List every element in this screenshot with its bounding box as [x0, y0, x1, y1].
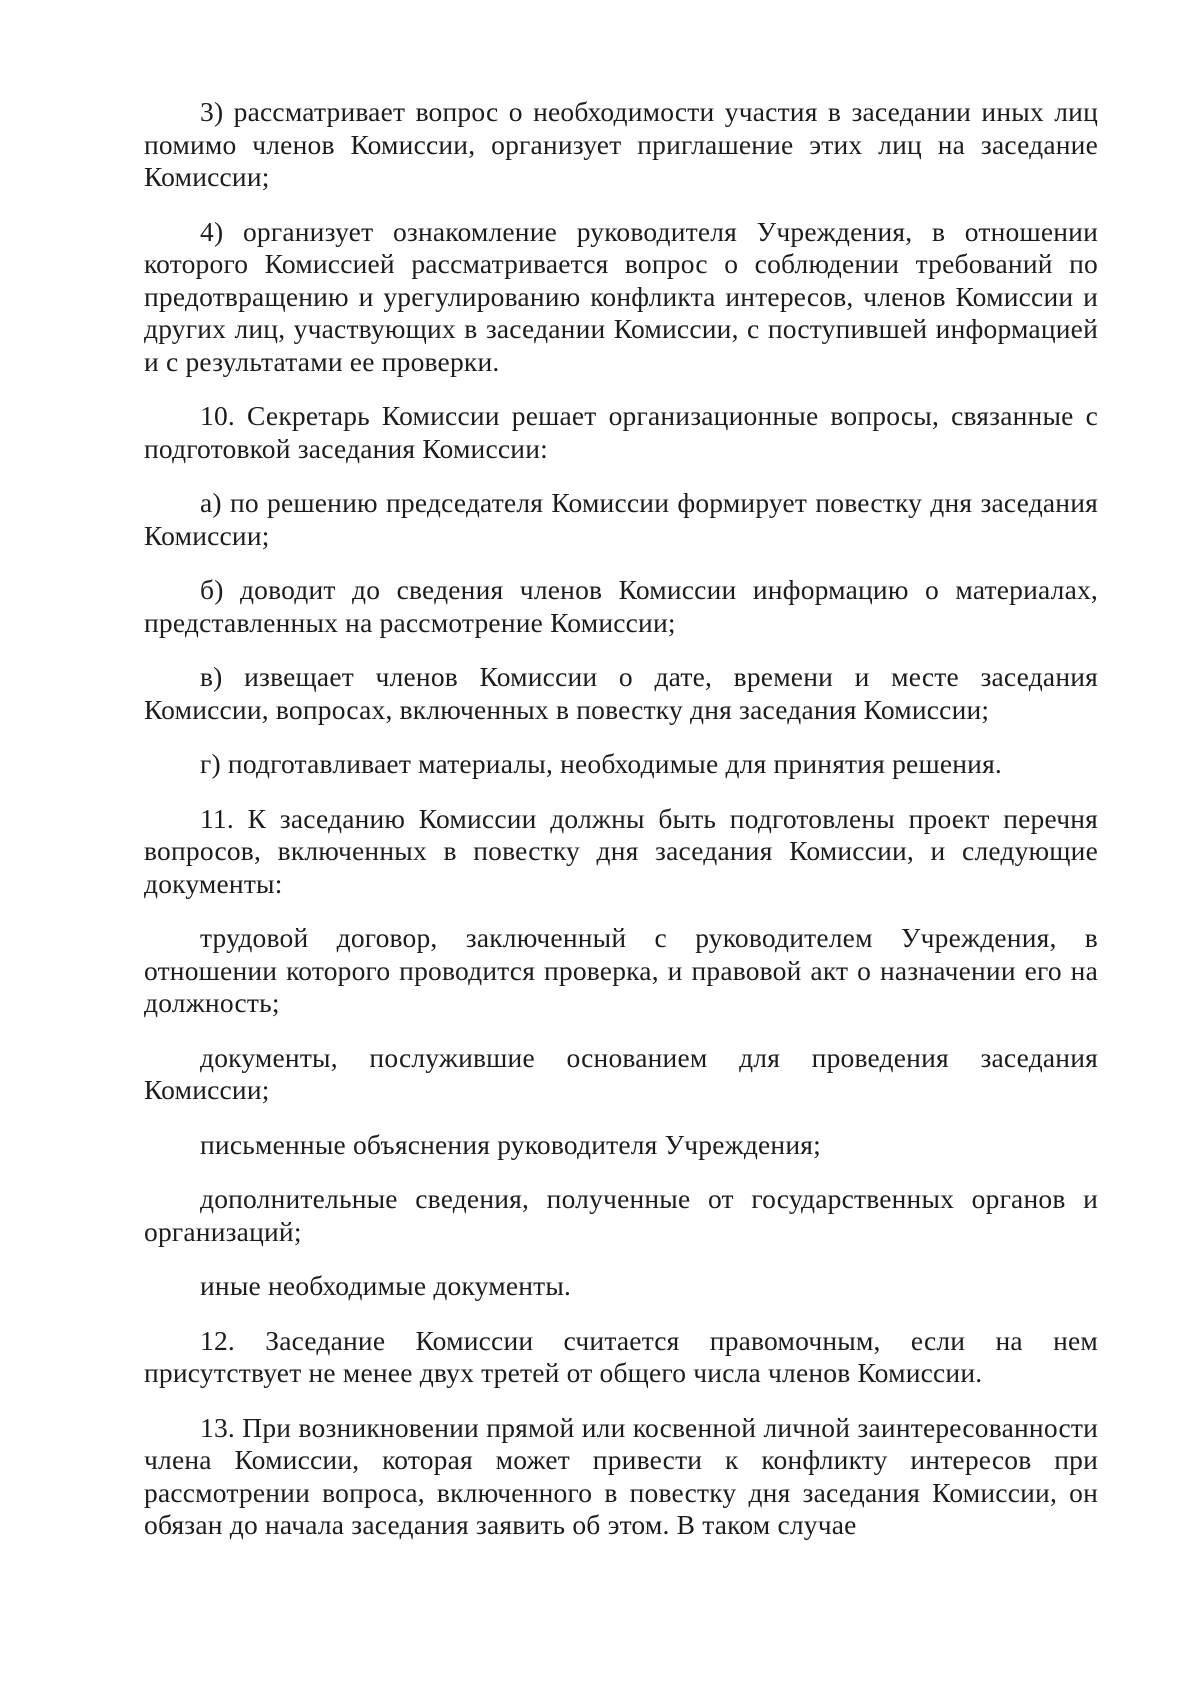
paragraph-clause-10: 10. Секретарь Комиссии решает организационные вопросы, связанные с подготовкой заседания Комиссии: [144, 400, 1098, 464]
paragraph-subitem-g: г) подготавливает материалы, необходимые для принятия решения. [200, 748, 1002, 779]
paragraph-clause-13: 13. При возникновении прямой или косвенной личной заинтересованности члена Комиссии, которая может привести к конфликту интересов при рассмотрении вопроса, включенного в повестку дня заседания Комиссии, он обязан до начала заседания заявить об этом. В таком случае [144, 1411, 1098, 1540]
paragraph-doc-employment-contract: трудовой договор, заключенный с руководителем Учреждения, в отношении которого проводится проверка, и правовой акт о назначении его на должность; [144, 922, 1098, 1018]
document-body [144, 96, 1098, 1564]
paragraph-subitem-b: б) доводит до сведения членов Комиссии информацию о материалах, представленных на рассмотрение Комиссии; [144, 574, 1098, 638]
paragraph-clause-11: 11. К заседанию Комиссии должны быть подготовлены проект перечня вопросов, включенных в повестку дня заседания Комиссии, и следующие документы: [144, 802, 1098, 899]
paragraph-subitem-v: в) извещает членов Комиссии о дате, времени и месте заседания Комиссии, вопросах, включенных в повестку дня заседания Комиссии; [144, 661, 1098, 725]
paragraph-doc-explanations: письменные объяснения руководителя Учреждения; [200, 1128, 821, 1160]
paragraph-item-3: 3) рассматривает вопрос о необходимости участия в заседании иных лиц помимо членов Комиссии, организует приглашение этих лиц на заседание Комиссии; [144, 96, 1098, 192]
paragraph-doc-additional-info: дополнительные сведения, полученные от государственных органов и организаций; [144, 1183, 1098, 1247]
paragraph-clause-12: 12. Заседание Комиссии считается правомочным, если на нем присутствует не менее двух третей от общего числа членов Комиссии. [144, 1324, 1098, 1388]
paragraph-doc-other: иные необходимые документы. [200, 1270, 572, 1301]
paragraph-subitem-a: а) по решению председателя Комиссии формирует повестку дня заседания Комиссии; [144, 487, 1098, 551]
paragraph-doc-basis: документы, послужившие основанием для проведения заседания Комиссии; [144, 1041, 1098, 1105]
paragraph-item-4: 4) организует ознакомление руководителя Учреждения, в отношении которого Комиссией рассматривается вопрос о соблюдении требований по предотвращению и урегулированию конфликта интересов, членов Комиссии и других лиц, участвующих в заседании Комиссии, с поступившей информацией и с результатами ее проверки. [144, 215, 1098, 377]
